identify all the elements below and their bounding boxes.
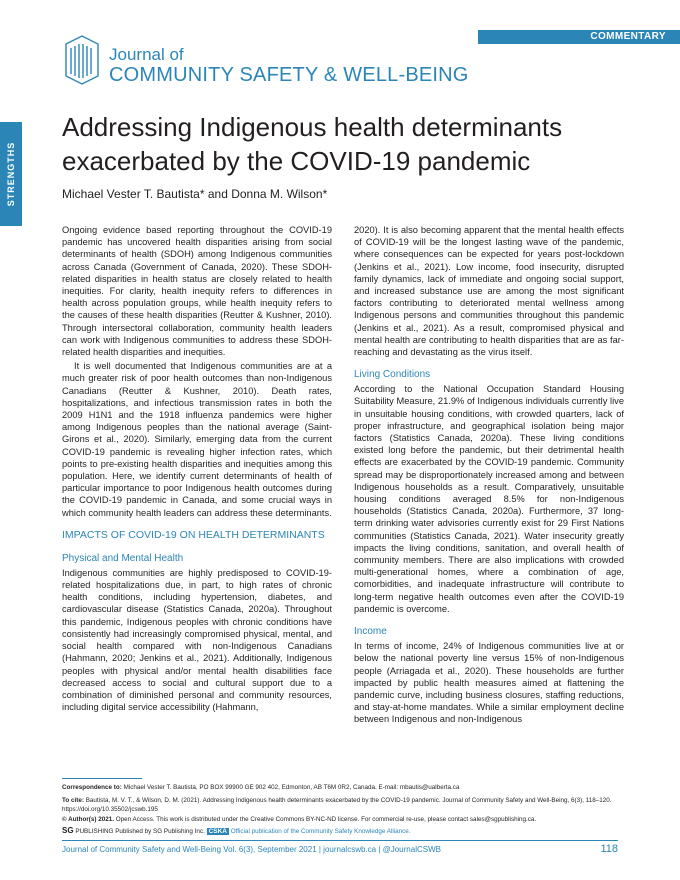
publisher-logo-word: PUBLISHING bbox=[75, 828, 114, 835]
subsection-heading: Income bbox=[354, 626, 387, 638]
footer-divider bbox=[62, 840, 618, 841]
correspondence-note bbox=[62, 784, 622, 793]
side-tab bbox=[0, 122, 22, 226]
footnote-divider bbox=[62, 778, 142, 779]
body-paragraph: 2020). It is also becoming apparent that the mental health effects of COVID-19 will be the longest lasting wave of the pandemic, where consequences can be expected for years post-lockdown (Jenkins et al., 2021). Low income, food insecurity, disrupted family dynamics, lack of immediate and ongoing social support, and increased substance use are among the most significant factors contributing to deteriorated mental wellness among Indigenous persons and communities throughout this pandemic (Jenkins et al., 2021). As a result, compromised physical and mental health are contributing to health disparities that are as far-reaching and devastating as the virus itself. bbox=[354, 225, 624, 358]
side-tab-label: STRENGTHS bbox=[6, 141, 16, 207]
journal-name-line1: Journal of bbox=[109, 45, 184, 64]
partner-logo: CSKA bbox=[208, 828, 227, 835]
publisher-logo: SG bbox=[62, 826, 74, 835]
section-label: COMMENTARY bbox=[590, 31, 666, 42]
partner-text: Official publication of the Community Safety Knowledge Alliance. bbox=[230, 828, 411, 835]
article-title: Addressing Indigenous health determinants exacerbated by the COVID-19 pandemic bbox=[62, 112, 563, 176]
section-banner bbox=[478, 30, 680, 44]
subsection-heading: Living Conditions bbox=[354, 369, 431, 381]
body-paragraph: In terms of income, 24% of Indigenous communities live at or below the national poverty line versus 15% of non-Indigenous people (Arriagada et al., 2020). These households are further impacted by public health measures aimed at flattening the pandemic curve, including business closures, staffing reductions, and stay-at-home mandates. While a similar employment decline between Indigenous and non-Indigenous bbox=[354, 641, 624, 725]
license-text: Open Access. This work is distributed under the Creative Commons BY-NC-ND license. For commercial re-use, please contact sales@sgpublishing.ca. bbox=[115, 816, 537, 823]
citation-label: To cite: bbox=[62, 797, 84, 804]
journal-name-line2: COMMUNITY SAFETY & WELL-BEING bbox=[109, 64, 469, 86]
body-paragraph: Indigenous communities are highly predisposed to COVID-19-related hospitalizations due, in part, to high rates of chronic health conditions, including hypertension, diabetes, and cardiovascular disease (Statistics Canada, 2020a). Throughout this pandemic, Indigenous peoples with chronic conditions have consistently had increasingly compromised physical, mental, and social health compared with non-Indigenous Canadians (Hahmann, 2020; Jenkins et al., 2021). Additionally, Indigenous peoples with physical and/or mental health disabilities face decreased access to social and cultural support due to a combination of diminished personal and community resources, including digital service accessibility (Hahmann, bbox=[62, 567, 332, 713]
license-note bbox=[62, 816, 622, 825]
publisher-text: Published by SG Publishing Inc. bbox=[115, 828, 205, 835]
page-footer: Journal of Community Safety and Well-Being Vol. 6(3), September 2021 | journalcswb.ca | @JournalCSWB bbox=[62, 845, 441, 854]
left-column bbox=[62, 224, 332, 715]
license-label: © Author(s) 2021. bbox=[62, 816, 114, 823]
correspondence-text: Michael Vester T. Bautista, PO BOX 99900 GE 902 402, Edmonton, AB T6M 0R2, Canada. E-mail: mbautis@ualberta.ca bbox=[123, 784, 460, 791]
page-number: 118 bbox=[600, 843, 618, 855]
section-heading: IMPACTS OF COVID-19 ON HEALTH DETERMINANTS bbox=[62, 528, 325, 541]
citation-text: Bautista, M. V. T., & Wilson, D. M. (2021). Addressing Indigenous health determinants exacerbated by the COVID-19 pandemic. Journal of Community Safety and Well-Being, 6(3), 118–120. https://doi.org/10.35502/jcswb.195 bbox=[62, 797, 612, 813]
article-authors: Michael Vester T. Bautista* and Donna M. Wilson* bbox=[62, 187, 328, 201]
body-paragraph: According to the National Occupation Standard Housing Suitability Measure, 21.9% of Indigenous individuals currently live in unsuitable housing conditions, with crowded quarters, lack of proper infrastructure, and geographical isolation being major factors (Statistics Canada, 2020a). These living conditions existed long before the pandemic, but their detrimental health effects are exacerbated by the COVID-19 pandemic. Community spread may be disproportionately increased among and between Indigenous households as a result. Comparatively, unsuitable housing conditions averaged 8.5% for non-Indigenous households (Statistics Canada, 2020a). Furthermore, 37 long-term drinking water advisories currently exist for 29 First Nations communities (Statistics Canada, 2021). Water insecurity greatly impacts the living conditions, sanitation, and overall health of community members. There are also implications with crowded multi-generational homes, where a combination of age, comorbidities, and inadequate infrastructure will contribute to long-term negative health outcomes even after the COVID-19 pandemic is overcome. bbox=[354, 384, 624, 614]
subsection-heading: Physical and Mental Health bbox=[62, 552, 184, 564]
citation-note bbox=[62, 797, 622, 814]
journal-logo-icon bbox=[62, 34, 102, 86]
correspondence-label: Correspondence to: bbox=[62, 784, 122, 791]
publisher-note bbox=[62, 827, 622, 837]
body-paragraph: It is well documented that Indigenous communities are at a much greater risk of poor health outcomes than non-Indigenous Canadians (Reutter & Kushner, 2010). Death rates, hospitalizations, and infectious transmission rates in both the 2009 H1N1 and the 1918 influenza pandemics were higher among Indigenous peoples than the national average (Saint-Girons et al., 2020). Similarly, emerging data from the current COVID-19 pandemic is revealing higher infection rates, which points to pre-existing health disparities and inequities among this population. Here, we identify current determinants of health of particular importance to poor Indigenous health outcomes during the COVID-19 pandemic in Canada, and some crucial ways in which community health leaders can address these determinants. bbox=[62, 361, 332, 518]
right-column bbox=[354, 224, 624, 728]
body-paragraph: Ongoing evidence based reporting throughout the COVID-19 pandemic has uncovered health disparities arising from social determinants of health (SDOH) among Indigenous communities across Canada (Government of Canada, 2020). These SDOH-related disparities in health status are closely related to health inequities. For clarity, health inequity refers to differences in health across population groups, while health inequity refers to the causes of these health disparities (Reutter & Kushner, 2010). Through intersectoral collaboration, community health leaders can work with Indigenous communities to address these SDOH-related health disparities and inequities. bbox=[62, 225, 332, 358]
